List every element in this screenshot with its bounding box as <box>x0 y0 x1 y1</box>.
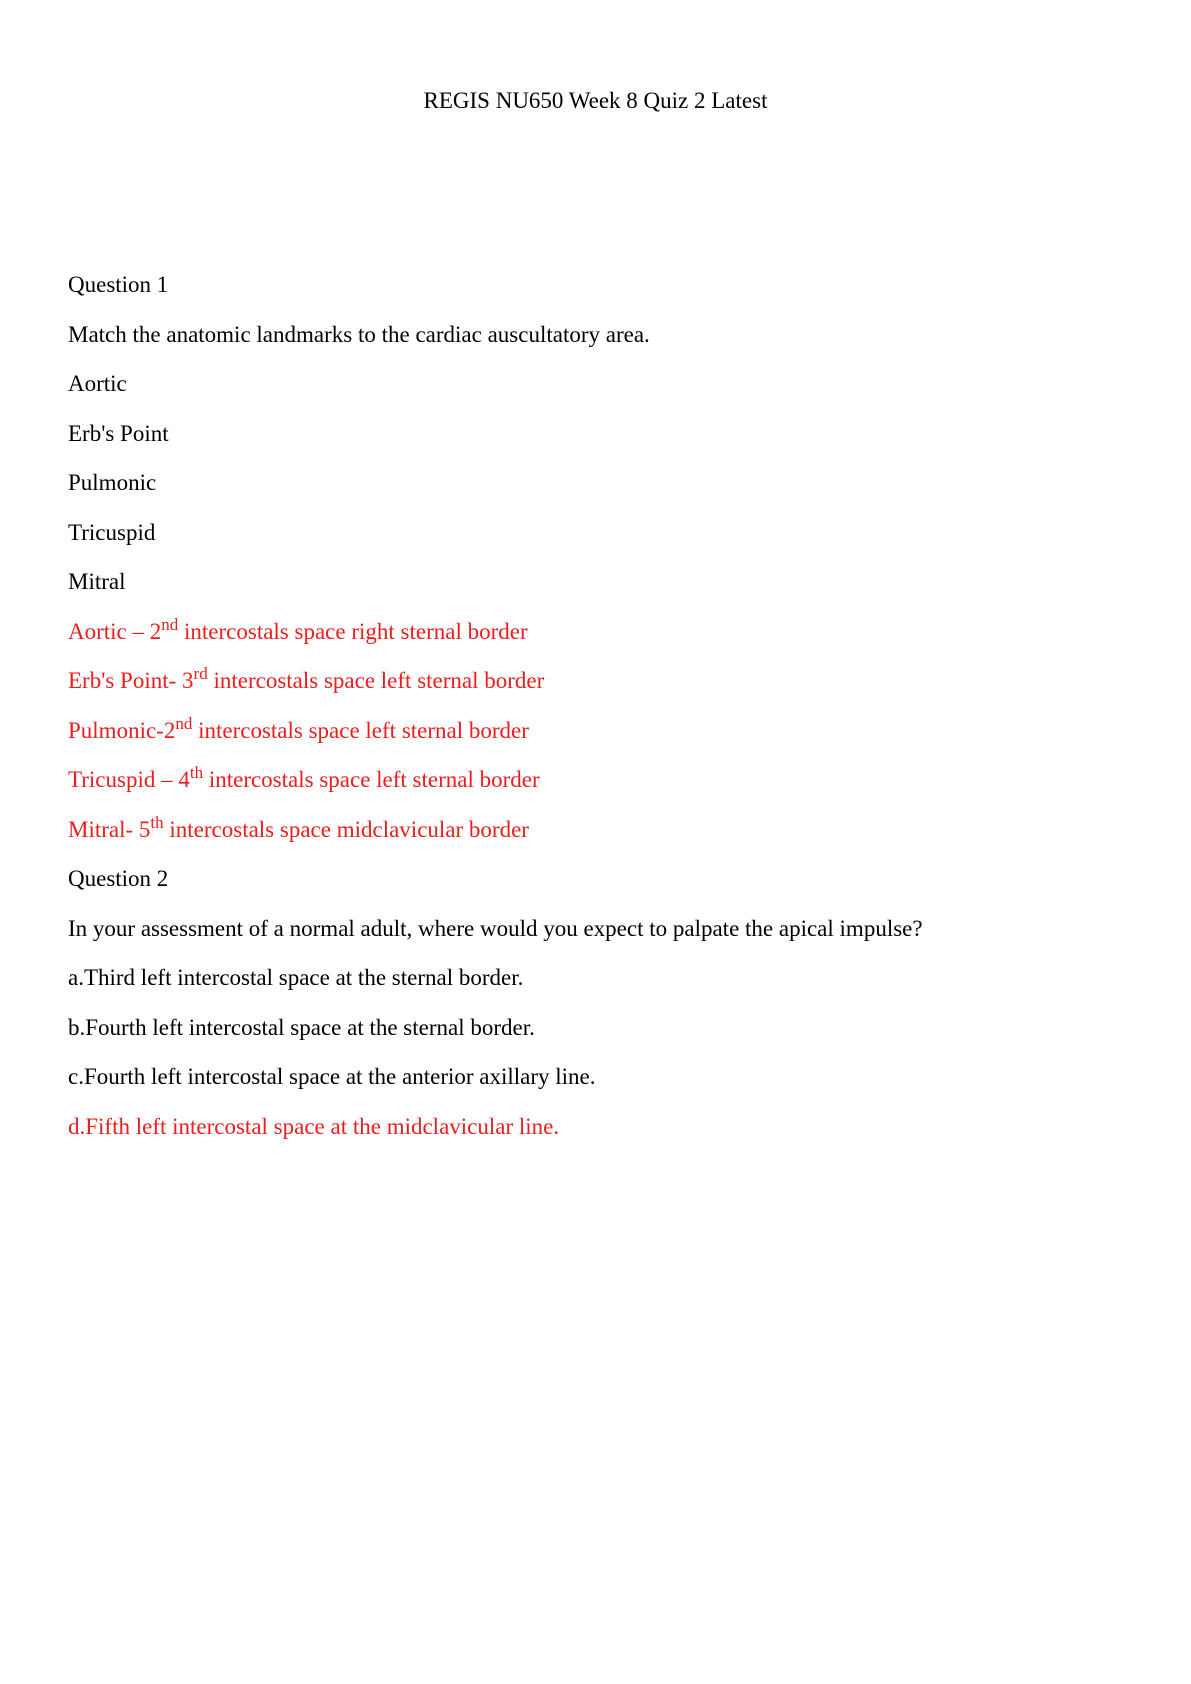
answer-text-end: intercostals space midclavicular border <box>163 816 529 842</box>
landmark-item-erbs-point: Erb's Point <box>68 420 169 446</box>
question-1-prompt: Match the anatomic landmarks to the cardiac auscultatory area. <box>68 321 650 347</box>
answer-mitral <box>68 812 1128 845</box>
ordinal-suffix: nd <box>161 614 179 634</box>
answer-text-end: intercostals space left sternal border <box>192 717 529 743</box>
landmark-item-tricuspid: Tricuspid <box>68 519 156 545</box>
answer-text-start: Mitral- 5 <box>68 816 151 842</box>
landmark-item-pulmonic: Pulmonic <box>68 470 157 495</box>
option-a: a.Third left intercostal space at the sternal border. <box>68 965 524 990</box>
option-d-correct: d.Fifth left intercostal space at the midclavicular line. <box>68 1113 560 1139</box>
landmark-item-aortic: Aortic <box>68 371 127 396</box>
answer-aortic <box>68 614 1128 647</box>
answer-text-end: intercostals space left sternal border <box>207 668 545 693</box>
ordinal-suffix: th <box>189 763 204 782</box>
answer-tricuspid <box>68 765 1128 795</box>
ordinal-suffix: th <box>150 812 164 832</box>
answer-text-start: Tricuspid – 4 <box>68 767 190 792</box>
document-body <box>68 270 1128 1161</box>
ordinal-suffix: rd <box>193 664 208 683</box>
answer-text-start: Pulmonic-2 <box>68 717 176 743</box>
document-title: REGIS NU650 Week 8 Quiz 2 Latest <box>423 88 768 113</box>
landmark-item-mitral: Mitral <box>68 569 126 594</box>
answer-text-end: intercostals space left sternal border <box>203 767 540 792</box>
answer-text-end: intercostals space right sternal border <box>178 618 528 644</box>
question-1-heading: Question 1 <box>68 272 169 297</box>
option-b: b.Fourth left intercostal space at the sternal border. <box>68 1014 535 1040</box>
option-c: c.Fourth left intercostal space at the anterior axillary line. <box>68 1064 596 1089</box>
answer-pulmonic <box>68 713 1128 746</box>
answer-erbs-point <box>68 666 1128 696</box>
question-2-heading: Question 2 <box>68 866 169 891</box>
ordinal-suffix: nd <box>175 713 193 733</box>
question-2-prompt: In your assessment of a normal adult, where would you expect to palpate the apical impulse? <box>68 915 923 941</box>
answer-text-start: Aortic – 2 <box>68 618 162 644</box>
answer-text-start: Erb's Point- 3 <box>68 668 194 693</box>
